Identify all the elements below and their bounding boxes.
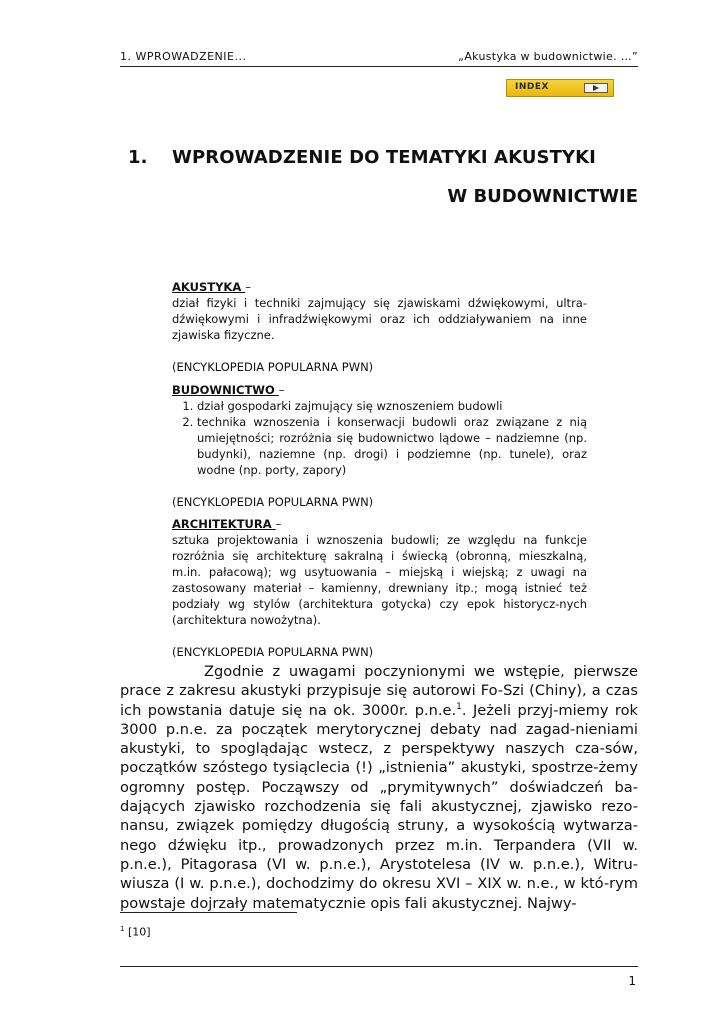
footer-rule xyxy=(120,966,638,967)
definition-list xyxy=(172,398,587,478)
definition-dash: – xyxy=(278,383,285,397)
footnote xyxy=(120,925,151,939)
footnote-reference[interactable]: 1 xyxy=(456,701,462,712)
list-item: 1. dział gospodarki zajmujący się wznoszeniem budowli xyxy=(197,398,587,414)
chapter-title-text: WPROWADZENIE DO TEMATYKI AKUSTYKI xyxy=(172,147,596,168)
body-paragraph xyxy=(120,662,638,913)
definition-term: AKUSTYKA xyxy=(172,280,246,294)
body-text-part1: Zgodnie z uwagami poczynionymi we wstępie, pierwsze prace z zakresu akustyki przypisuje się autorowi Fo-Szi (Chiny), a czas ich powstania datuje się na ok. 3000r. p.n.e. xyxy=(120,663,638,719)
chapter-title-line2: W BUDOWNICTWIE xyxy=(447,186,638,207)
running-header-book-title: „Akustyka w budownictwie. …” xyxy=(458,50,638,63)
definition-term: BUDOWNICTWO xyxy=(172,383,279,397)
definition-text: sztuka projektowania i wznoszenia budowli; ze względu na funkcje rozróżnia się architekturę sakralną i świecką (obronną, mieszkalną, m.in. pałacową); wg usytuowania – miejską i wiejską; z uwagi na zastosowany materiał – kamienny, drewniany itp.; mogą istnieć też podziały wg stylów (architektura gotycka) czy epok historycz-nych (architektura nowożytna). xyxy=(172,533,587,627)
definition-text: dział fizyki i techniki zajmujący się zjawiskami dźwiękowymi, ultra-dźwiękowymi i infradźwiękowymi oraz ich oddziaływaniem na inne zjawiska fizyczne. xyxy=(172,296,587,342)
definition-source: (ENCYKLOPEDIA POPULARNA PWN) xyxy=(172,360,374,374)
definition-source: (ENCYKLOPEDIA POPULARNA PWN) xyxy=(172,645,374,659)
chapter-number: 1. xyxy=(128,147,148,168)
header-rule xyxy=(120,66,638,67)
definition-dash: – xyxy=(245,280,251,294)
body-text-part2: . Jeżeli przyj-miemy rok 3000 p.n.e. za początek merytorycznej debaty nad zagad-nieniami akustyki, to spoglądając wstecz, z perspektywy naszych cza-sów, początków szóstego tysiąclecia (!) „istnienia” akustyki, spostrze-żemy ogromny postęp. Począwszy od „prymitywnych” doświadczeń ba-dających zjawisko rozchodzenia się fali akustycznej, zjawisko rezo-nansu, związek pomiędzy długością struny, a wysokością wytwarza-nego dźwięku itp., prowadzonych przez m.in. Terpandera (VII w. p.n.e.), Pitagorasa (VI w. p.n.e.), Arystotelesa (IV w. p.n.e.), Witru-wiusza (I w. p.n.e.), dochodzimy do okresu XVI – XIX w. n.e., w któ-rym powstaje dojrzały matematycznie opis fali akustycznej. Najwy- xyxy=(120,701,638,912)
footnote-mark: 1 xyxy=(120,925,125,933)
index-button-label: INDEX xyxy=(515,82,549,92)
running-header-chapter: 1. WPROWADZENIE... xyxy=(120,50,247,63)
definition-dash: – xyxy=(275,517,282,531)
index-button[interactable] xyxy=(506,79,614,97)
definition-architektura xyxy=(172,516,587,660)
arrow-right-icon xyxy=(584,83,608,93)
definition-budownictwo xyxy=(172,382,587,510)
definition-akustyka xyxy=(172,279,587,375)
definition-term: ARCHITEKTURA xyxy=(172,517,276,531)
definition-source: (ENCYKLOPEDIA POPULARNA PWN) xyxy=(172,495,374,509)
page-number: 1 xyxy=(628,974,636,988)
footnote-rule xyxy=(120,912,297,913)
list-item: 2. technika wznoszenia i konserwacji budowli oraz związane z nią umiejętności; rozróżnia się budownictwo lądowe – nadziemne (np. budynki), naziemne (np. drogi) i podziemne (np. tunele), oraz wodne (np. porty, zapory) xyxy=(197,414,587,478)
footnote-text: [10] xyxy=(124,925,151,939)
